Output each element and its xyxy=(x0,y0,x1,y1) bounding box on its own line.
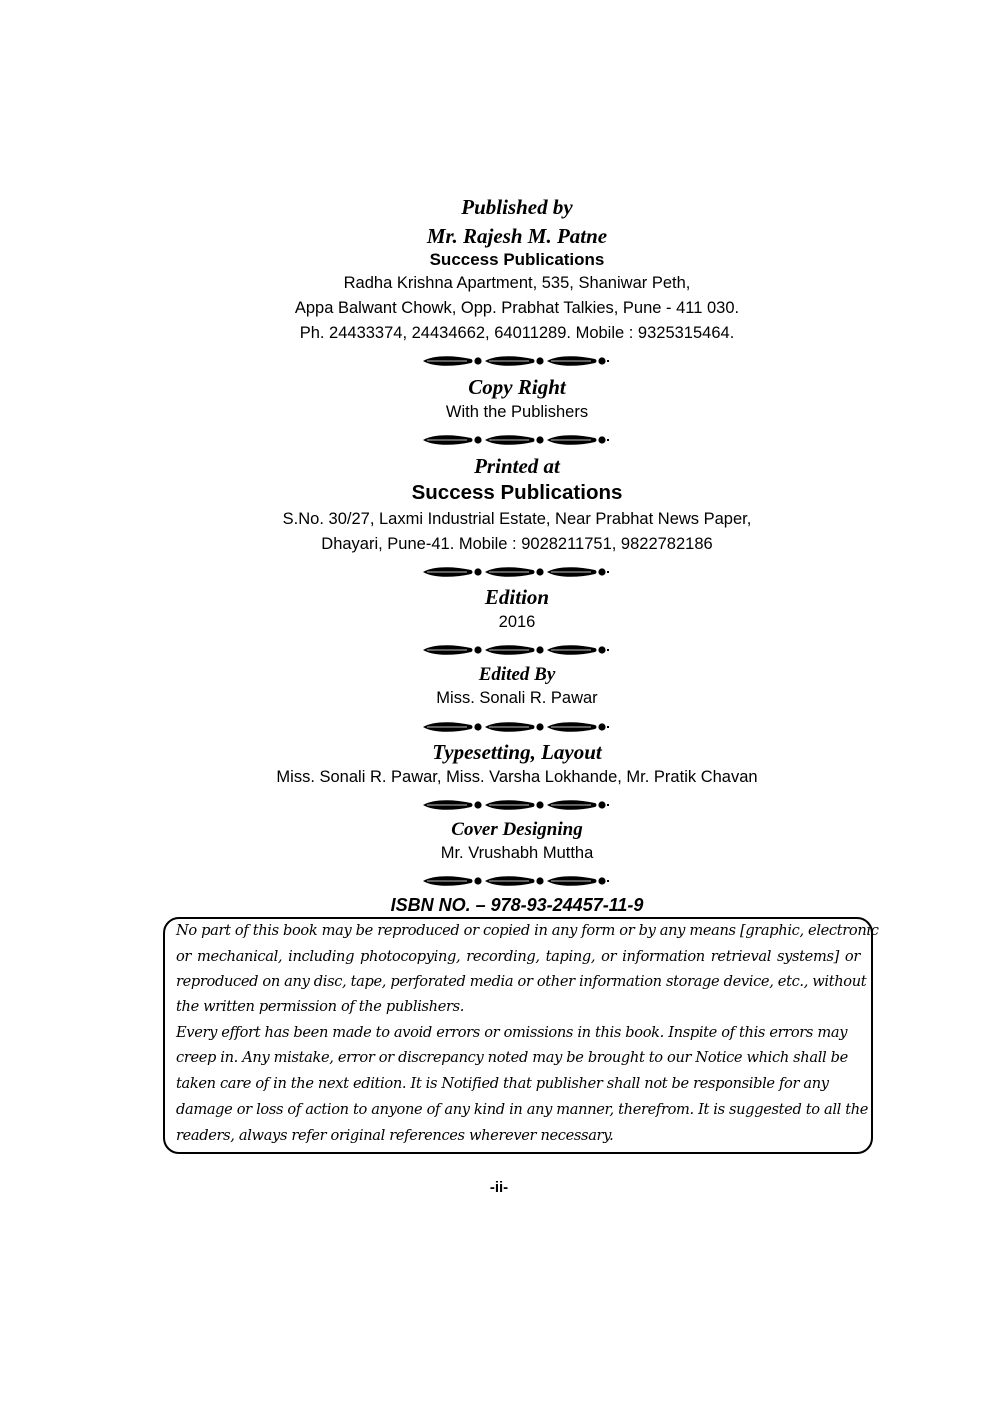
typesetting-value: Miss. Sonali R. Pawar, Miss. Varsha Lokhande, Mr. Pratik Chavan xyxy=(276,768,758,786)
edition-value: 2016 xyxy=(498,613,536,631)
ornament-divider-icon xyxy=(423,798,609,812)
copyright-value: With the Publishers xyxy=(445,403,589,421)
ornament-divider-icon xyxy=(423,643,609,657)
disclaimer-line: readers, always refer original references wherever necessary. xyxy=(176,1127,614,1144)
disclaimer-line: reproduced on any disc, tape, perforated media or other information storage device, etc., without xyxy=(176,973,867,990)
printer-address-line: Dhayari, Pune-41. Mobile : 9028211751, 9822782186 xyxy=(321,535,713,553)
copyright-heading: Copy Right xyxy=(468,375,566,399)
publisher-name: Mr. Rajesh M. Patne xyxy=(426,224,608,248)
cover-designing-heading: Cover Designing xyxy=(451,819,583,840)
disclaimer-line: or mechanical, including photocopying, recording, taping, or information retrieval systems] or xyxy=(176,948,860,965)
disclaimer-line: creep in. Any mistake, error or discrepancy noted may be brought to our Notice which shall be xyxy=(176,1049,848,1066)
printer-company: Success Publications xyxy=(411,481,623,504)
edited-by-heading: Edited By xyxy=(478,664,556,685)
disclaimer-line: taken care of in the next edition. It is Notified that publisher shall not be responsible for any xyxy=(176,1075,829,1092)
publisher-phone-line: Ph. 24433374, 24434662, 64011289. Mobile : 9325315464. xyxy=(299,324,735,342)
edited-by-value: Miss. Sonali R. Pawar xyxy=(436,689,598,707)
typesetting-heading: Typesetting, Layout xyxy=(432,740,602,764)
ornament-divider-icon xyxy=(423,874,609,888)
ornament-divider-icon xyxy=(423,354,609,368)
disclaimer-line: Every effort has been made to avoid errors or omissions in this book. Inspite of this errors may xyxy=(176,1024,848,1041)
printer-address-line: S.No. 30/27, Laxmi Industrial Estate, Near Prabhat News Paper, xyxy=(282,510,752,528)
isbn-number: ISBN NO. – 978-93-24457-11-9 xyxy=(390,895,644,915)
ornament-divider-icon xyxy=(423,565,609,579)
disclaimer-line: the written permission of the publishers. xyxy=(176,998,465,1015)
publisher-address-line: Radha Krishna Apartment, 535, Shaniwar Peth, xyxy=(343,274,691,292)
printed-at-heading: Printed at xyxy=(474,454,560,478)
page-number: -ii- xyxy=(489,1179,509,1196)
edition-heading: Edition xyxy=(484,585,550,609)
publisher-address-line: Appa Balwant Chowk, Opp. Prabhat Talkies, Pune - 411 030. xyxy=(294,299,740,317)
disclaimer-line: damage or loss of action to anyone of any kind in any manner, therefrom. It is suggested to all the xyxy=(176,1101,869,1118)
cover-designing-value: Mr. Vrushabh Muttha xyxy=(440,844,594,862)
ornament-divider-icon xyxy=(423,720,609,734)
published-by-heading: Published by xyxy=(461,195,573,219)
disclaimer-line: No part of this book may be reproduced or copied in any form or by any means [graphic, electronic xyxy=(176,922,879,939)
ornament-divider-icon xyxy=(423,433,609,447)
publisher-company: Success Publications xyxy=(429,250,605,269)
